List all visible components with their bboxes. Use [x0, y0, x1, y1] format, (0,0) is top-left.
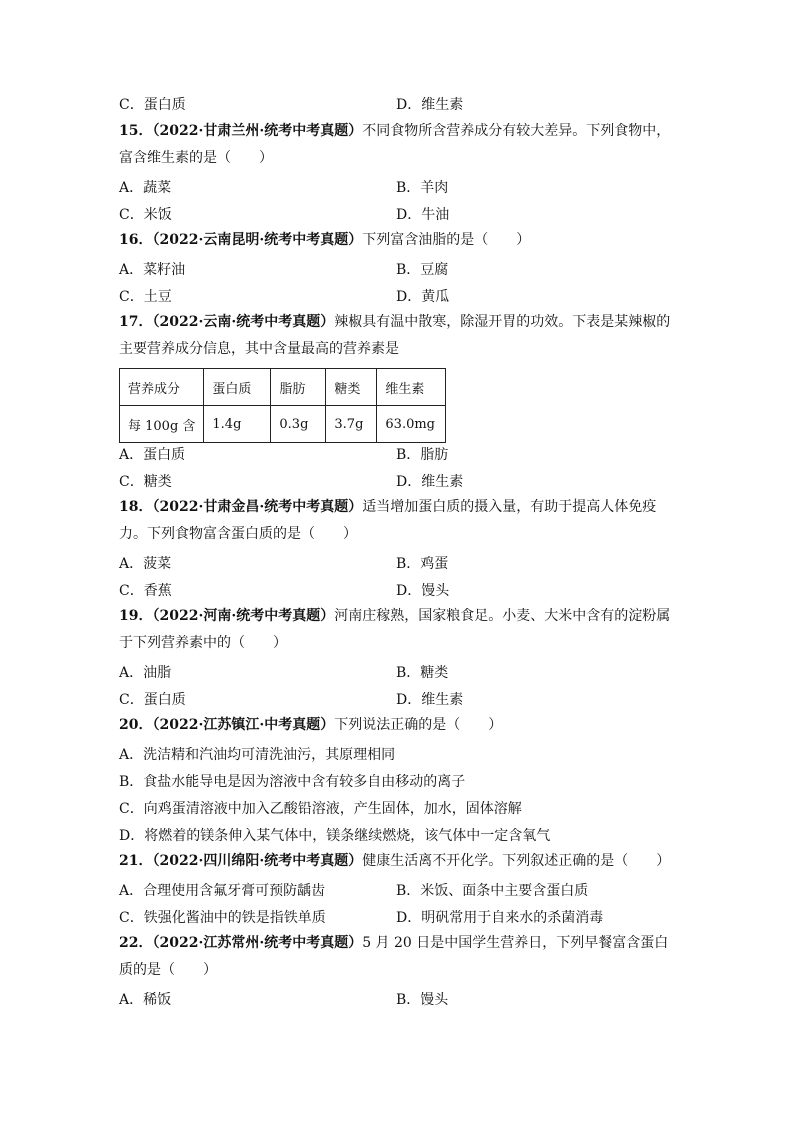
- question-15: [119, 118, 679, 172]
- q18-option-a: A．菠菜: [119, 556, 172, 572]
- question-source: （2022·云南·统考中考真题）: [152, 314, 335, 330]
- q16-option-c: C．土豆: [119, 289, 172, 305]
- question-22: [119, 930, 679, 984]
- q18-option-d: D．馒头: [396, 583, 450, 599]
- q20-option-b: B．食盐水能导电是因为溶液中含有较多自由移动的离子: [119, 774, 466, 790]
- question-20: [119, 712, 679, 739]
- question-17: [119, 309, 679, 363]
- question-text: 下列富含油脂的是（ ）: [362, 232, 531, 248]
- q15-option-b: B．羊肉: [396, 180, 449, 196]
- question-source: （2022·甘肃金昌·统考中考真题）: [152, 499, 363, 515]
- q15-option-d: D．牛油: [396, 207, 450, 223]
- q15-option-a: A．蔬菜: [119, 180, 172, 196]
- q16-option-d: D．黄瓜: [396, 289, 450, 305]
- table-header-cell: 营养成分: [120, 369, 204, 406]
- table-header-cell: 糖类: [326, 369, 377, 406]
- question-19: [119, 603, 679, 657]
- table-header-cell: 脂肪: [271, 369, 326, 406]
- q21-option-a: A．合理使用含氟牙膏可预防龋齿: [119, 883, 326, 899]
- q22-option-a: A．稀饭: [119, 992, 172, 1008]
- table-cell: 3.7g: [326, 406, 377, 443]
- q19-option-a: A．油脂: [119, 665, 172, 681]
- q17-option-c: C．糖类: [119, 474, 172, 490]
- q20-option-c: C．向鸡蛋清溶液中加入乙酸铅溶液，产生固体，加水，固体溶解: [119, 801, 522, 817]
- table-cell: 每 100g 含: [120, 406, 204, 443]
- q21-option-d: D．明矾常用于自来水的杀菌消毒: [396, 910, 604, 926]
- table-row: [120, 406, 446, 443]
- q16-option-a: A．菜籽油: [119, 262, 186, 278]
- q19-option-b: B．糖类: [396, 665, 449, 681]
- q18-option-c: C．香蕉: [119, 583, 172, 599]
- question-text: 下列说法正确的是（ ）: [334, 717, 503, 733]
- q19-option-d: D．维生素: [396, 692, 464, 708]
- table-cell: 63.0mg: [377, 406, 446, 443]
- q22-option-b: B．馒头: [396, 992, 449, 1008]
- q15-option-c: C．米饭: [119, 207, 172, 223]
- question-source: （2022·江苏镇江·中考真题）: [152, 717, 335, 733]
- question-number: 19．: [119, 608, 153, 624]
- q17-option-a: A．蛋白质: [119, 447, 186, 463]
- q21-option-c: C．铁强化酱油中的铁是指铁单质: [119, 910, 326, 926]
- nutrition-table: [119, 368, 446, 443]
- table-cell: 0.3g: [271, 406, 326, 443]
- question-number: 21．: [119, 853, 153, 869]
- question-source: （2022·江苏常州·统考中考真题）: [152, 935, 363, 951]
- q20-option-a: A．洗洁精和汽油均可清洗油污，其原理相同: [119, 747, 396, 763]
- question-number: 15．: [119, 123, 153, 139]
- q18-option-b: B．鸡蛋: [396, 556, 449, 572]
- question-text: 5 月 20 日是中国学生营养日，下列早餐富含蛋白质的是（ ）: [119, 935, 669, 978]
- prev-option-d: D．维生素: [396, 97, 464, 113]
- q17-option-d: D．维生素: [396, 474, 464, 490]
- question-16: [119, 227, 679, 254]
- question-text: 河南庄稼熟，国家粮食足。小麦、大米中含有的淀粉属于下列营养素中的（ ）: [119, 608, 671, 651]
- question-21: [119, 848, 679, 875]
- question-text: 不同食物所含营养成分有较大差异。下列食物中，富含维生素的是（ ）: [119, 123, 671, 166]
- q16-option-b: B．豆腐: [396, 262, 449, 278]
- q20-option-d: D．将燃着的镁条伸入某气体中，镁条继续燃烧，该气体中一定含氧气: [119, 828, 551, 844]
- question-18: [119, 494, 679, 548]
- q17-option-b: B．脂肪: [396, 447, 449, 463]
- question-number: 16．: [119, 232, 153, 248]
- question-text: 健康生活离不开化学。下列叙述正确的是（ ）: [362, 853, 671, 869]
- table-header-cell: 蛋白质: [204, 369, 271, 406]
- table-header-row: [120, 369, 446, 406]
- table-cell: 1.4g: [204, 406, 271, 443]
- question-source: （2022·河南·统考中考真题）: [152, 608, 335, 624]
- q21-option-b: B．米饭、面条中主要含蛋白质: [396, 883, 589, 899]
- prev-option-c: C．蛋白质: [119, 97, 186, 113]
- question-number: 20．: [119, 717, 153, 733]
- table-header-cell: 维生素: [377, 369, 446, 406]
- q19-option-c: C．蛋白质: [119, 692, 186, 708]
- question-source: （2022·云南昆明·统考中考真题）: [152, 232, 363, 248]
- question-source: （2022·甘肃兰州·统考中考真题）: [152, 123, 363, 139]
- question-number: 22．: [119, 935, 153, 951]
- question-number: 18．: [119, 499, 153, 515]
- question-number: 17．: [119, 314, 153, 330]
- question-source: （2022·四川绵阳·统考中考真题）: [152, 853, 363, 869]
- question-text: 辣椒具有温中散寒，除湿开胃的功效。下表是某辣椒的主要营养成分信息，其中含量最高的营养素是: [119, 314, 671, 357]
- question-text: 适当增加蛋白质的摄入量，有助于提高人体免疫力。下列食物富含蛋白质的是（ ）: [119, 499, 657, 542]
